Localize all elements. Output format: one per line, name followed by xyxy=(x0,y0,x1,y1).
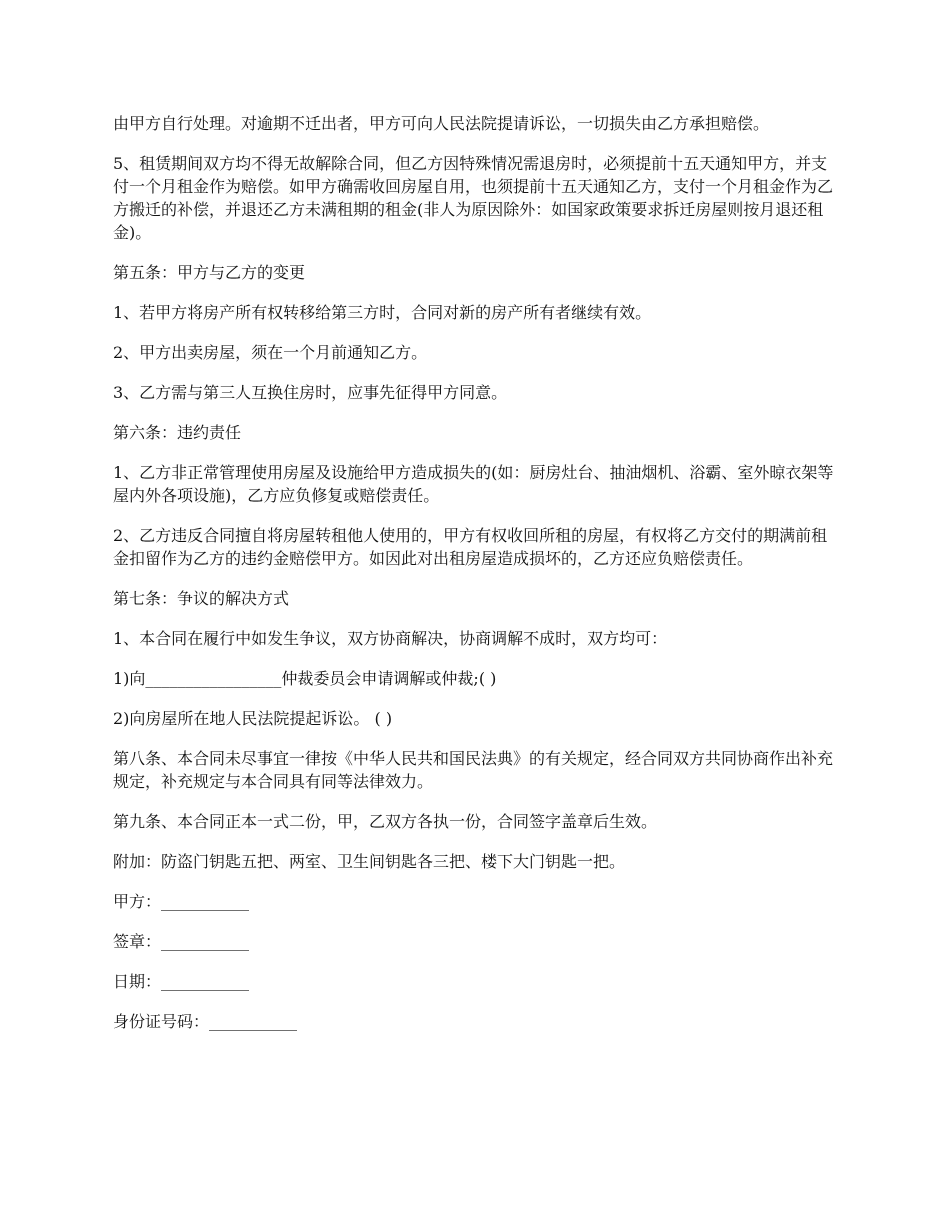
paragraph-eviction-continued: 由甲方自行处理。对逾期不迁出者，甲方可向人民法院提请诉讼，一切损失由乙方承担赔偿。 xyxy=(113,114,770,133)
paragraph-article-6-item-1: 1、乙方非正常管理使用房屋及设施给甲方造成损失的(如：厨房灶台、抽油烟机、浴霸、室外晾衣架等屋内外各项设施)，乙方应负修复或赔偿责任。 xyxy=(113,463,834,505)
document-body xyxy=(113,112,841,1050)
paragraph-article-5-item-2: 2、甲方出卖房屋，须在一个月前通知乙方。 xyxy=(113,343,428,362)
paragraph-article-5-item-1: 1、若甲方将房产所有权转移给第三方时，合同对新的房产所有者继续有效。 xyxy=(113,303,652,322)
paragraph-attachment-keys: 附加：防盗门钥匙五把、两室、卫生间钥匙各三把、楼下大门钥匙一把。 xyxy=(113,852,626,871)
paragraph-clause-5-termination: 5、租赁期间双方均不得无故解除合同，但乙方因特殊情况需退房时，必须提前十五天通知甲方，并支付一个月租金作为赔偿。如甲方确需收回房屋自用，也须提前十五天通知乙方，支付一个月租金作为乙方搬迁的补偿，并退还乙方未满租期的租金(非人为原因除外：如国家政策要求拆迁房屋则按月退还租金)。 xyxy=(113,154,834,242)
signature-date: 日期：___________ xyxy=(113,972,250,991)
paragraph-article-8: 第八条、本合同未尽事宜一律按《中华人民共和国民法典》的有关规定，经合同双方共同协商作出补充规定，补充规定与本合同具有同等法律效力。 xyxy=(113,749,834,791)
paragraph-arbitration-option: 1)向_________________仲裁委员会申请调解或仲裁;( ) xyxy=(113,669,497,688)
heading-article-5: 第五条：甲方与乙方的变更 xyxy=(113,263,306,282)
paragraph-article-7-item-1: 1、本合同在履行中如发生争议，双方协商解决，协商调解不成时，双方均可： xyxy=(113,629,668,648)
signature-seal: 签章：___________ xyxy=(113,932,250,951)
heading-article-6: 第六条：违约责任 xyxy=(113,423,242,442)
signature-party-a: 甲方：___________ xyxy=(113,892,250,911)
heading-article-7: 第七条：争议的解决方式 xyxy=(113,589,290,608)
paragraph-litigation-option: 2)向房屋所在地人民法院提起诉讼。 ( ) xyxy=(113,709,393,728)
signature-id-number: 身份证号码：___________ xyxy=(113,1012,298,1031)
paragraph-article-5-item-3: 3、乙方需与第三人互换住房时，应事先征得甲方同意。 xyxy=(113,383,508,402)
paragraph-article-9: 第九条、本合同正本一式二份，甲，乙双方各执一份，合同签字盖章后生效。 xyxy=(113,812,658,831)
paragraph-article-6-item-2: 2、乙方违反合同擅自将房屋转租他人使用的，甲方有权收回所租的房屋，有权将乙方交付的期满前租金扣留作为乙方的违约金赔偿甲方。如因此对出租房屋造成损坏的，乙方还应负赔偿责任。 xyxy=(113,526,828,568)
